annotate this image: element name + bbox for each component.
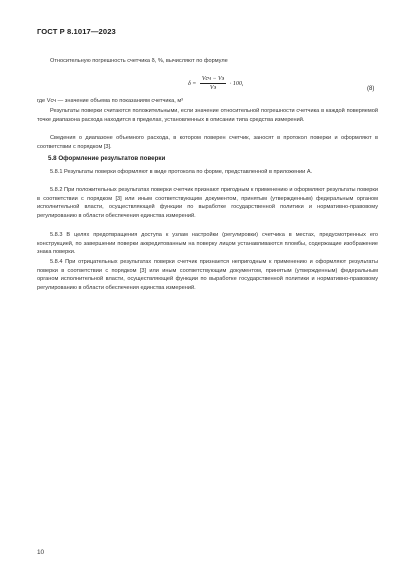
paragraph-5-8-1: 5.8.1 Результаты поверки оформляют в виде протокола по форме, представленной в приложении А. [50, 169, 313, 175]
paragraph-results-positive: Результаты поверки считаются положительными, если значение относительной погрешности счетчика в каждой поверяемой точке диапазона расхода находится в пределах, установленных в описании типа средства измерений. [37, 108, 378, 123]
formula-tail: · 100, [229, 80, 244, 87]
paragraph-5-8-4: 5.8.4 При отрицательных результатах поверки счетчик признается непригодным к применению и оформляют результаты поверки в соответствии с порядком [3] или иным соответствующим документом, принятым (утвержденным) федеральным органом исполнительной власти, осуществляющей функции по выработке государственной политики и нормативно-правовому регулированию в области обеспечения единства измерений. [37, 259, 378, 292]
page-number: 10 [37, 549, 45, 556]
section-title: 5.8 Оформление результатов поверки [48, 155, 166, 162]
formula-numerator: Vсч − Vэ [201, 76, 225, 82]
paragraph-flow-range: Сведения о диапазоне объемного расхода, в котором поверен счетчик, заносят в протокол поверки и оформляют в соответствии с порядком [3]. [37, 135, 378, 150]
formula-8 [188, 76, 243, 91]
formula-number: (8) [367, 86, 375, 92]
formula-intro: Относительную погрешность счетчика δ, %, вычисляют по формуле [50, 58, 228, 64]
formula-where: где Vсч — значение объема по показаниям счетчика, м³ [37, 98, 184, 104]
formula-lhs: δ = [188, 80, 197, 87]
formula-denominator: Vэ [209, 85, 217, 91]
document-header: ГОСТ Р 8.1017—2023 [37, 27, 116, 36]
paragraph-5-8-2: 5.8.2 При положительных результатах поверки счетчик признают пригодным к применению и оформляют результаты поверки в соответствии с порядком [3] или иным соответствующим документом, принятым (утвержденным) федеральным органом исполнительной власти, осуществляющей функции по выработке государственной политики и нормативно-правовому регулированию в области обеспечения единства измерений. [37, 187, 378, 220]
paragraph-5-8-3: 5.8.3 В целях предотвращения доступа к узлам настройки (регулировки) счетчика в местах, предусмотренных его конструкцией, по завершении поверки аккредитованным на поверку лицом устанавливаются пломбы, содержащие изображение знака поверки. [37, 232, 378, 256]
formula-fraction [200, 76, 226, 91]
